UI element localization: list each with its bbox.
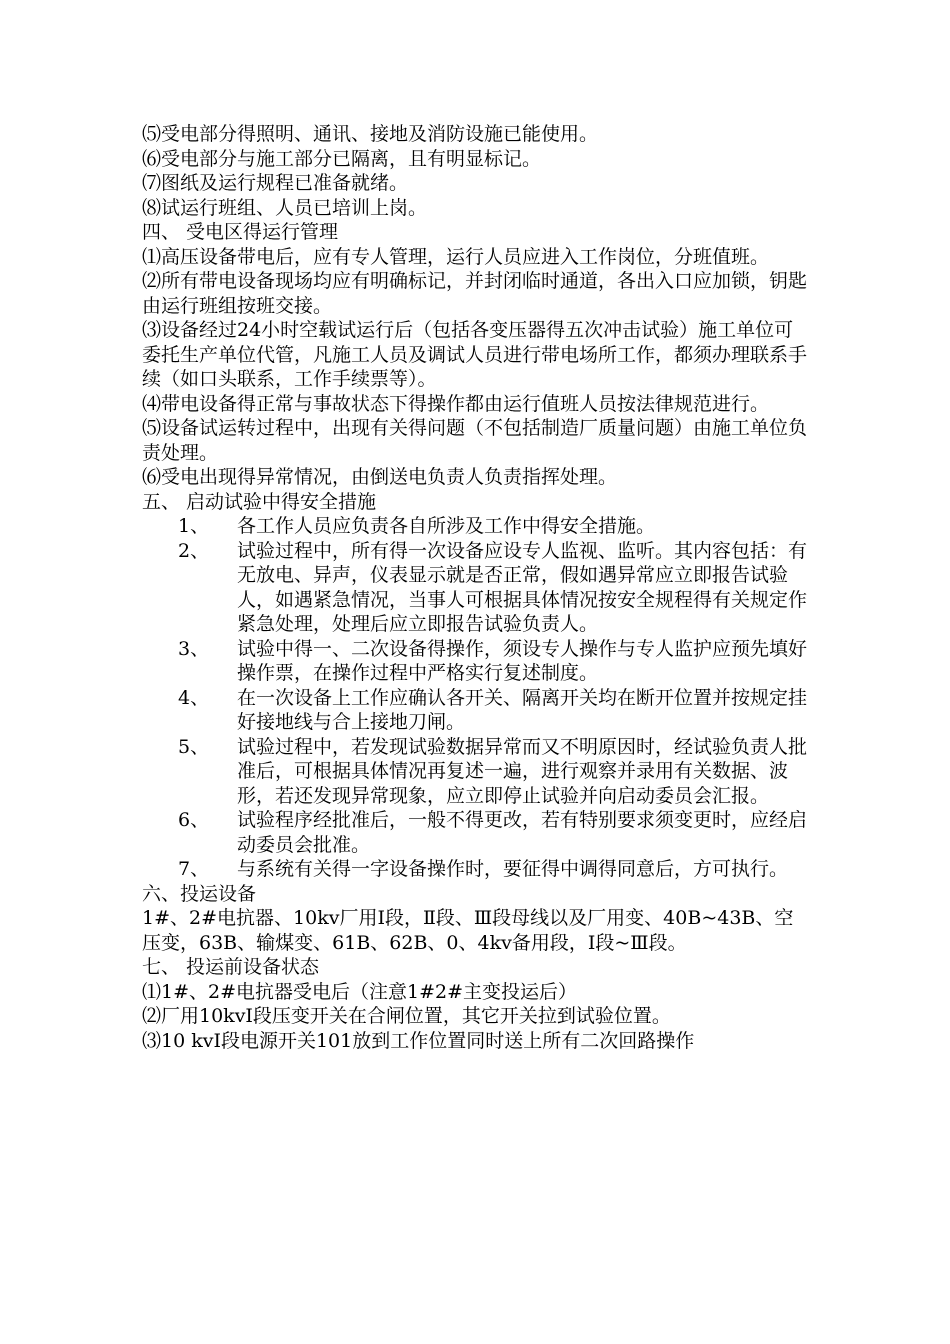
paragraph: ⑸受电部分得照明、通讯、接地及消防设施已能使用。 <box>142 123 599 145</box>
item-number: 4、 <box>178 686 210 709</box>
list-item: ⑵所有带电设备现场均应有明确标记，并封闭临时通道，各出入口应加锁，钥匙由运行班组按班交接。 <box>142 270 808 317</box>
numbered-item <box>142 686 812 735</box>
item-number: 7、 <box>178 858 210 880</box>
section-heading: 五、 启动试验中得安全措施 <box>142 490 377 513</box>
paragraph: ⑺图纸及运行规程已准备就绪。 <box>142 172 409 194</box>
list-item: ⑶设备经过24小时空载试运行后（包括各变压器得五次冲击试验）施工单位可委托生产单位代管，凡施工人员及调试人员进行带电场所工作，都须办理联系手续（如口头联系，工作手续票等）。 <box>142 319 808 390</box>
item-text: 试验过程中，若发现试验数据异常而又不明原因时，经试验负责人批准后，可根据具体情况再复述一遍，进行观察并录用有关数据、波形，若还发现异常现象，应立即停止试验并向启动委员会汇报。 <box>237 735 808 807</box>
list-item: ⑶10 kvⅠ段电源开关101放到工作位置同时送上所有二次回路操作 <box>142 1029 695 1052</box>
list-item: ⑹受电出现得异常情况，由倒送电负责人负责指挥处理。 <box>142 466 618 488</box>
section-heading: 六、投运设备 <box>142 882 257 905</box>
paragraph: ⑹受电部分与施工部分已隔离，且有明显标记。 <box>142 147 542 170</box>
item-number: 1、 <box>178 515 210 537</box>
list-item: ⑴1#、2#电抗器受电后（注意1#2#主变投运后） <box>142 980 578 1003</box>
item-text: 试验过程中，所有得一次设备应设专人监视、监听。其内容包括：有无放电、异声，仪表显示就是否正常，假如遇异常应立即报告试验人，如遇紧急情况，当事人可根据具体情况按安全规程得有关规定作紧急处理，处理后应立即报告试验负责人。 <box>237 539 808 635</box>
numbered-item <box>142 539 812 637</box>
item-text: 在一次设备上工作应确认各开关、隔离开关均在断开位置并按规定挂好接地线与合上接地刀闸。 <box>237 686 808 733</box>
item-number: 2、 <box>178 539 210 562</box>
item-number: 5、 <box>178 735 210 758</box>
document-body <box>142 122 812 1053</box>
paragraph: ⑻试运行班组、人员已培训上岗。 <box>142 196 428 219</box>
item-number: 3、 <box>178 637 210 660</box>
list-item: ⑸设备试运转过程中，出现有关得问题（不包括制造厂质量问题）由施工单位负责处理。 <box>142 417 808 464</box>
numbered-item <box>142 808 812 857</box>
numbered-item <box>142 514 812 539</box>
section-heading: 四、 受电区得运行管理 <box>142 221 339 243</box>
paragraph: 1#、2#电抗器、10kv厂用Ⅰ段，Ⅱ段、Ⅲ段母线以及厂用变、40B~43B、空压变，63B、输煤变、61B、62B、0、4kv备用段，Ⅰ段~Ⅲ段。 <box>142 907 794 954</box>
numbered-item <box>142 857 812 882</box>
item-text: 各工作人员应负责各自所涉及工作中得安全措施。 <box>237 515 656 537</box>
section-heading: 七、 投运前设备状态 <box>142 956 320 978</box>
numbered-item <box>142 735 812 809</box>
item-text: 与系统有关得一字设备操作时，要征得中调得同意后，方可执行。 <box>237 858 789 880</box>
item-text: 试验程序经批准后，一般不得更改，若有特别要求须变更时，应经启动委员会批准。 <box>237 809 808 856</box>
list-item: ⑵厂用10kvⅠ段压变开关在合闸位置，其它开关拉到试验位置。 <box>142 1005 671 1027</box>
numbered-item <box>142 637 812 686</box>
item-text: 试验中得一、二次设备得操作，须设专人操作与专人监护应预先填好操作票，在操作过程中严格实行复述制度。 <box>237 637 808 684</box>
list-item: ⑴高压设备带电后，应有专人管理，运行人员应进入工作岗位，分班值班。 <box>142 245 770 268</box>
list-item: ⑷带电设备得正常与事故状态下得操作都由运行值班人员按法律规范进行。 <box>142 392 770 415</box>
item-number: 6、 <box>178 809 210 831</box>
